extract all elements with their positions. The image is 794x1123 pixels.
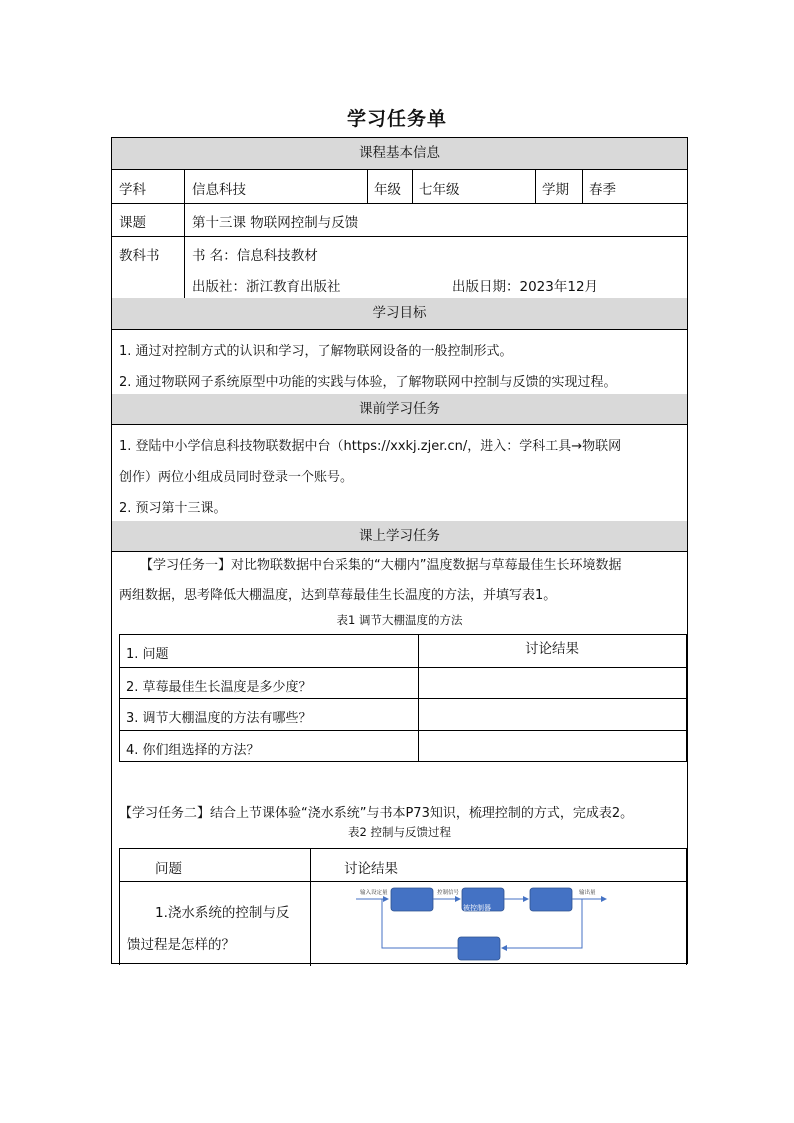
textbook-label: 教科书	[119, 248, 160, 264]
in-class-header: 课上学习任务	[112, 521, 687, 552]
table-2-caption: 表2 控制与反馈过程	[348, 825, 451, 839]
term-value: 春季	[589, 182, 616, 198]
actuator-block	[530, 888, 572, 911]
course-info-header: 课程基本信息	[112, 138, 687, 170]
lesson-value: 第十三课 物联网控制与反馈	[192, 215, 359, 231]
term-label: 学期	[542, 182, 569, 198]
table-1-result-header: 讨论结果	[525, 641, 579, 657]
table-1-row-2: 3. 调节大棚温度的方法有哪些？	[126, 711, 312, 726]
table-1-row-3: 4. 你们组选择的方法？	[126, 743, 260, 758]
subject-value: 信息科技	[192, 182, 246, 198]
input-label: 输入设定量	[360, 890, 388, 896]
table-2-q1-line-2: 馈过程是怎样的？	[127, 937, 235, 953]
task-1-line-2: 两组数据，思考降低大棚温度，达到草莓最佳生长温度的方法，并填写表1。	[119, 588, 557, 603]
page-title: 学习任务单	[346, 108, 447, 130]
objectives-header: 学习目标	[112, 298, 687, 330]
table-1-row-1: 2. 草莓最佳生长温度是多少度？	[126, 680, 312, 695]
lesson-label: 课题	[119, 215, 146, 231]
grade-label: 年级	[374, 182, 401, 198]
pre-class-header: 课前学习任务	[112, 394, 687, 425]
publisher: 出版社：浙江教育出版社	[192, 279, 341, 295]
output-label: 输出量	[579, 890, 596, 896]
table-2	[119, 848, 687, 965]
signal-label: 控制信号	[437, 890, 460, 896]
table-2-question-header: 问题	[155, 861, 182, 877]
task-2-text: 【学习任务二】结合上节课体验“浇水系统”与书本P73知识，梳理控制的方式，完成表2。	[119, 806, 634, 821]
controller-block	[391, 888, 433, 911]
book-name: 书 名：信息科技教材	[192, 248, 318, 264]
pre-class-item-1-line-1: 1. 登陆中小学信息科技物联数据中台（https://xxkj.zjer.cn/，进入：学科工具→物联网	[119, 439, 622, 454]
control-feedback-diagram	[316, 883, 616, 965]
objective-1: 1. 通过对控制方式的认识和学习，了解物联网设备的一般控制形式。	[119, 344, 513, 359]
grade-value: 七年级	[419, 182, 460, 198]
task-sheet-table	[111, 137, 688, 964]
objective-2: 2. 通过物联网子系统原型中功能的实践与体验，了解物联网中控制与反馈的实现过程。	[119, 375, 617, 390]
table-1-question-header: 1. 问题	[126, 647, 169, 662]
table-1	[119, 634, 687, 762]
subject-label: 学科	[119, 182, 146, 198]
task-1-line-1: 【学习任务一】对比物联数据中台采集的“大棚内”温度数据与草莓最佳生长环境数据	[140, 558, 622, 573]
publish-date: 出版日期：2023年12月	[452, 279, 599, 295]
pre-class-item-2: 2. 预习第十三课。	[119, 501, 227, 516]
pre-class-item-1-line-2: 创作）两位小组成员同时登录一个账号。	[119, 470, 354, 485]
feedback-block	[458, 937, 500, 960]
table-1-caption: 表1 调节大棚温度的方法	[336, 613, 463, 627]
table-2-result-header: 讨论结果	[344, 861, 398, 877]
controlled-block-label: 被控制器	[463, 904, 491, 912]
table-2-q1-line-1: 1.浇水系统的控制与反	[155, 905, 290, 921]
